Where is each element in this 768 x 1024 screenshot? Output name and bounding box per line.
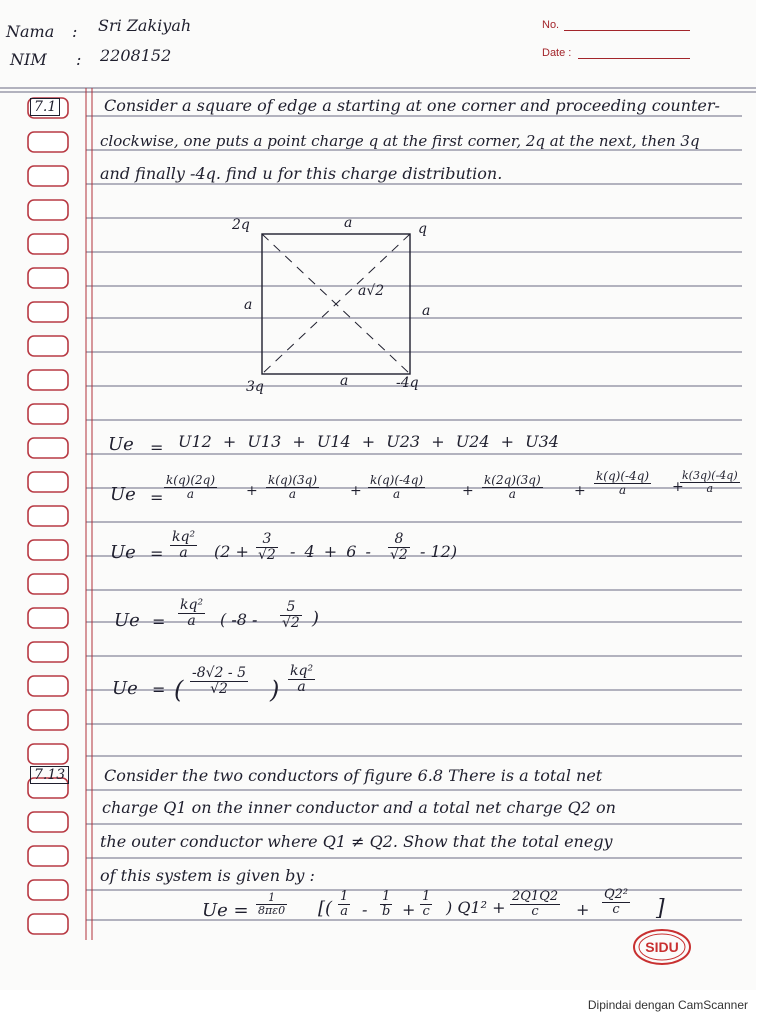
step2-plus-3: +: [462, 483, 474, 499]
problem-number-1: 7.1: [30, 98, 60, 116]
sidu-logo-stamp: [632, 928, 692, 966]
formula-close-q: ) Q1² +: [446, 898, 506, 917]
step4-frac: [280, 600, 302, 632]
step3-body-b: - 4 + 6 -: [290, 542, 371, 561]
edge-label-top: a: [344, 215, 353, 231]
step4-frac-num: 5: [280, 600, 302, 616]
step3-frac-2-den: √2: [390, 547, 408, 564]
scanner-footer: Dipindai dengan CamScanner: [587, 998, 748, 1012]
step2-term-6-den: a: [706, 482, 714, 496]
name-value: Sri Zakiyah: [98, 16, 192, 35]
charge-top-right: q: [418, 221, 427, 237]
step2-term-1-den: a: [186, 487, 195, 502]
formula-f2: [380, 890, 392, 920]
nim-value: 2208152: [100, 46, 172, 65]
step5-suffix-num: kq²: [290, 663, 314, 679]
step2-term-2-den: a: [288, 487, 297, 502]
formula-f5-num: Q2²: [604, 887, 629, 902]
step2-term-6: [680, 470, 740, 495]
step5-open-paren: (: [174, 676, 184, 704]
problem-2-line-1: Consider the two conductors of figure 6.8 There is a total net: [104, 766, 603, 785]
formula-f5-den: c: [612, 902, 620, 918]
step2-plus-1: +: [246, 483, 258, 499]
step3-frac-1-den: √2: [258, 547, 276, 564]
step2-plus-5: +: [672, 479, 684, 495]
step5-paren-den: √2: [210, 681, 228, 698]
step2-term-5-den: a: [618, 483, 627, 498]
step3-eq: =: [150, 544, 164, 563]
step3-lhs: Ue: [110, 542, 136, 563]
formula-f1-num: 1: [340, 889, 349, 904]
formula-plus-2: +: [576, 900, 590, 919]
formula-close: ]: [656, 896, 665, 921]
step3-prefix: [170, 530, 197, 562]
step2-term-1-num: k(q)(2q): [166, 473, 215, 487]
step1-terms: U12 + U13 + U14 + U23 + U24 + U34: [178, 432, 559, 451]
no-label: No.: [542, 19, 560, 31]
step2-term-2: [266, 474, 319, 501]
step4-prefix-den: a: [187, 613, 196, 630]
formula-f2-num: 1: [380, 890, 392, 905]
formula-coef-num: 1: [256, 892, 287, 905]
step5-paren-frac: [190, 666, 248, 698]
step5-suffix-den: a: [297, 679, 306, 696]
step2-term-1: [164, 474, 217, 501]
problem-2-line-2: charge Q1 on the inner conductor and a total net charge Q2 on: [102, 798, 616, 817]
name-label: Nama: [6, 22, 55, 41]
problem-1-line-2: clockwise, one puts a point charge q at the first corner, 2q at the next, then 3q: [100, 132, 700, 150]
formula-f1-den: a: [340, 904, 349, 920]
step1-lhs: Ue: [108, 434, 134, 455]
nim-label: NIM: [10, 50, 47, 69]
step2-eq: =: [150, 488, 164, 507]
formula-f4: [510, 890, 560, 920]
step4-frac-den: √2: [282, 615, 300, 632]
step5-close-paren: ): [270, 676, 280, 704]
step3-frac-1: [256, 532, 278, 564]
step3-body-a: (2 +: [214, 542, 249, 561]
step5-lhs: Ue: [112, 678, 138, 699]
step2-term-4-den: a: [508, 487, 516, 502]
step5-eq: =: [152, 680, 166, 699]
step5-paren-num: -8√2 - 5: [192, 665, 247, 681]
edge-label-left: a: [244, 297, 253, 313]
step5-suffix: [288, 664, 315, 696]
step2-term-5: [594, 470, 651, 497]
step3-body-c: - 12): [420, 542, 458, 561]
formula-coef-den: 8πε0: [258, 904, 286, 918]
step4-prefix-num: kq²: [180, 597, 204, 613]
step2-term-6-num: k(3q)(-4q): [682, 469, 738, 482]
step1-eq: =: [150, 438, 164, 457]
diagonal-label: a√2: [358, 283, 385, 299]
problem-2-line-3: the outer conductor where Q1 ≠ Q2. Show that the total enegy: [100, 832, 613, 851]
charge-top-left: 2q: [232, 217, 250, 233]
step3-frac-2: [388, 532, 410, 564]
step3-frac-2-num: 8: [388, 532, 410, 548]
stamp-text: SIDU: [645, 939, 679, 955]
step2-term-5-num: k(q)(-4q): [596, 469, 650, 483]
formula-f3: [420, 890, 432, 920]
formula-f2-den: b: [382, 904, 391, 920]
step2-lhs: Ue: [110, 484, 136, 505]
step2-term-4: [482, 474, 543, 501]
problem-1-line-1: Consider a square of edge a starting at one corner and proceeding counter-: [104, 96, 720, 115]
step2-term-3-num: k(q)(-4q): [370, 473, 424, 487]
step4-body-b: ): [312, 608, 320, 629]
step4-prefix: [178, 598, 205, 630]
formula-open: [(: [318, 898, 333, 919]
step4-lhs: Ue: [114, 610, 140, 631]
problem-number-2: 7.13: [30, 766, 69, 784]
formula-minus: -: [362, 900, 368, 919]
step2-plus-4: +: [574, 483, 586, 499]
step2-term-4-num: k(2q)(3q): [484, 473, 541, 487]
edge-label-bottom: a: [340, 373, 349, 389]
formula-f3-num: 1: [422, 889, 431, 904]
date-label: Date :: [542, 47, 572, 59]
formula-f3-den: c: [422, 904, 430, 920]
step3-frac-1-num: 3: [256, 532, 278, 548]
step3-prefix-num: kq²: [172, 529, 196, 545]
step2-term-3: [368, 474, 425, 501]
formula-f5: [602, 888, 630, 918]
step2-term-3-den: a: [392, 487, 401, 502]
step4-body-a: ( -8 -: [220, 610, 258, 629]
formula-plus-1: +: [402, 900, 416, 919]
step2-plus-2: +: [350, 483, 362, 499]
formula-f4-den: c: [531, 904, 539, 920]
nim-separator: :: [76, 50, 82, 69]
formula-lhs: Ue =: [202, 900, 249, 921]
edge-label-right: a: [422, 303, 431, 319]
step4-eq: =: [152, 612, 166, 631]
charge-bottom-left: 3q: [246, 379, 264, 395]
problem-2-line-4: of this system is given by :: [100, 866, 315, 885]
formula-coef: [256, 892, 287, 917]
step2-term-2-num: k(q)(3q): [268, 473, 317, 487]
formula-f1: [338, 890, 350, 920]
problem-1-line-3: and finally -4q. find u for this charge distribution.: [100, 164, 503, 183]
step3-prefix-den: a: [179, 545, 188, 562]
formula-f4-num: 2Q1Q2: [512, 889, 559, 904]
name-separator: :: [72, 22, 78, 41]
charge-bottom-right: -4q: [396, 375, 419, 391]
